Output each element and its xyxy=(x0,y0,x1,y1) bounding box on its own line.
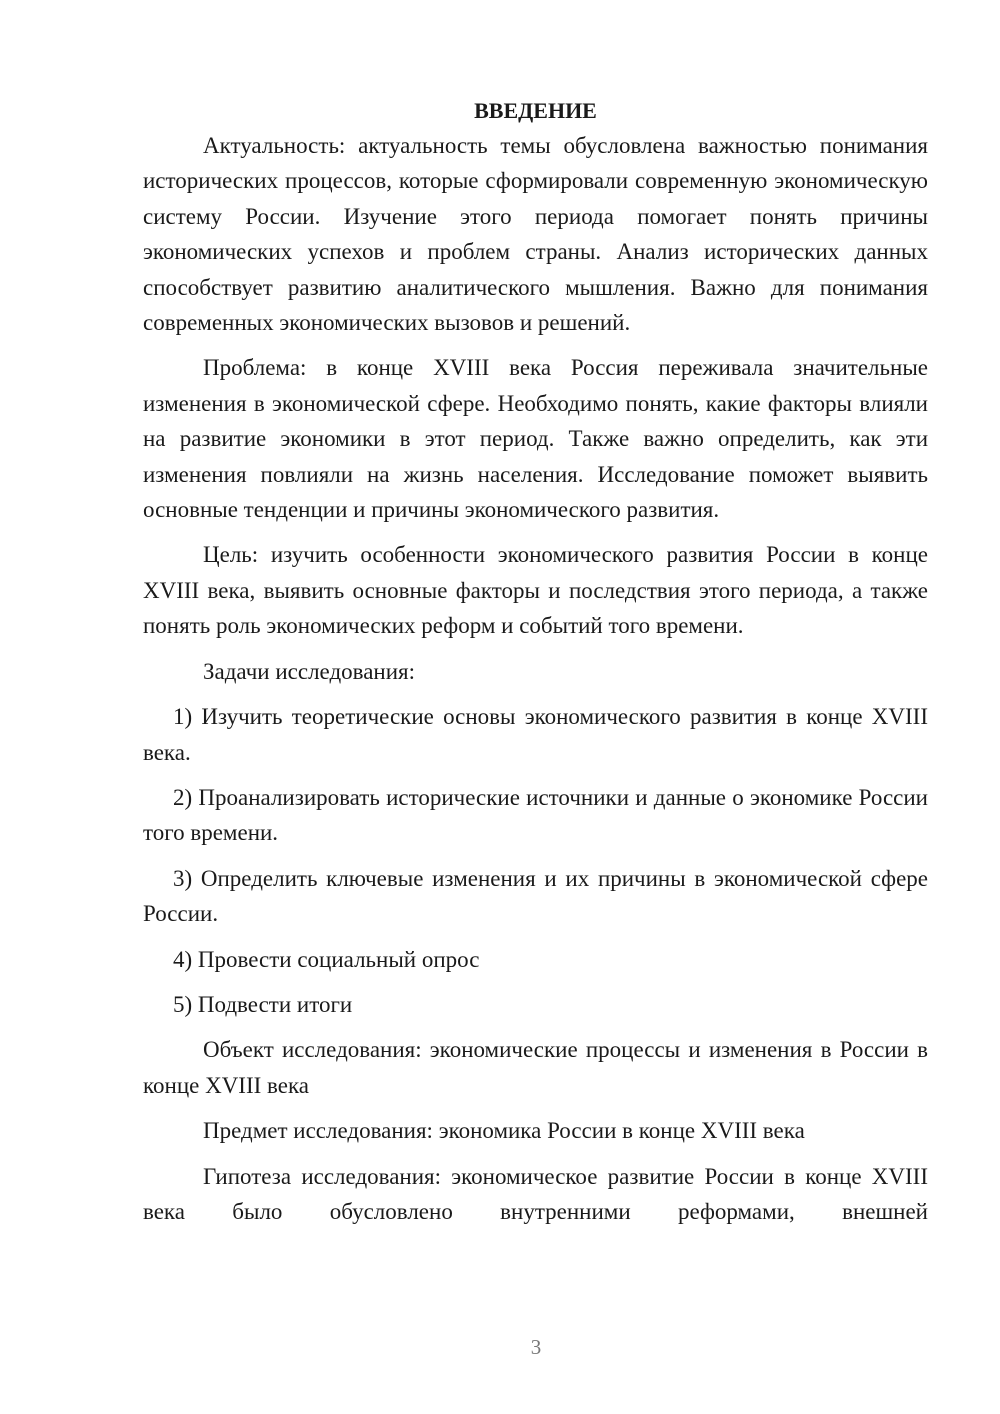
task-item-3: 3) Определить ключевые изменения и их причины в экономической сфере России. xyxy=(143,865,928,927)
task-item-5: 5) Подвести итоги xyxy=(173,991,353,1017)
paragraph-relevance: Актуальность: актуальность темы обусловлена важностью понимания исторических процессов, которые сформировали современную экономическую систему России. Изучение этого периода помогает понять причины экономических успехов и проблем страны. Анализ исторических данных способствует развитию аналитического мышления. Важно для понимания современных экономических вызовов и решений. xyxy=(143,133,928,336)
paragraph-problem: Проблема: в конце XVIII века Россия переживала значительные изменения в экономической сфере. Необходимо понять, какие факторы влияли на развитие экономики в этот период. Также важно определить, как эти изменения повлияли на жизнь населения. Исследование поможет выявить основные тенденции и причины экономического развития. xyxy=(143,355,928,523)
task-item-1: 1) Изучить теоретические основы экономического развития в конце XVIII века. xyxy=(143,704,928,765)
page-number: 3 xyxy=(530,1335,542,1359)
task-item-2: 2) Проанализировать исторические источники и данные о экономике России того времени. xyxy=(143,784,928,846)
paragraph-hypothesis: Гипотеза исследования: экономическое развитие России в конце XVIII века было обусловлено внутренними реформами, внешней xyxy=(143,1163,928,1224)
page-content xyxy=(143,93,928,1229)
paragraph-object: Объект исследования: экономические процессы и изменения в России в конце XVIII века xyxy=(143,1037,928,1098)
paragraph-tasks-heading: Задачи исследования: xyxy=(203,658,416,684)
paragraph-subject: Предмет исследования: экономика России в конце XVIII века xyxy=(203,1118,805,1144)
task-item-4: 4) Провести социальный опрос xyxy=(173,946,480,972)
page-title: ВВЕДЕНИЕ xyxy=(474,98,597,123)
paragraph-goal: Цель: изучить особенности экономического развития России в конце XVIII века, выявить основные факторы и последствия этого периода, а также понять роль экономических реформ и событий того времени. xyxy=(143,542,928,639)
